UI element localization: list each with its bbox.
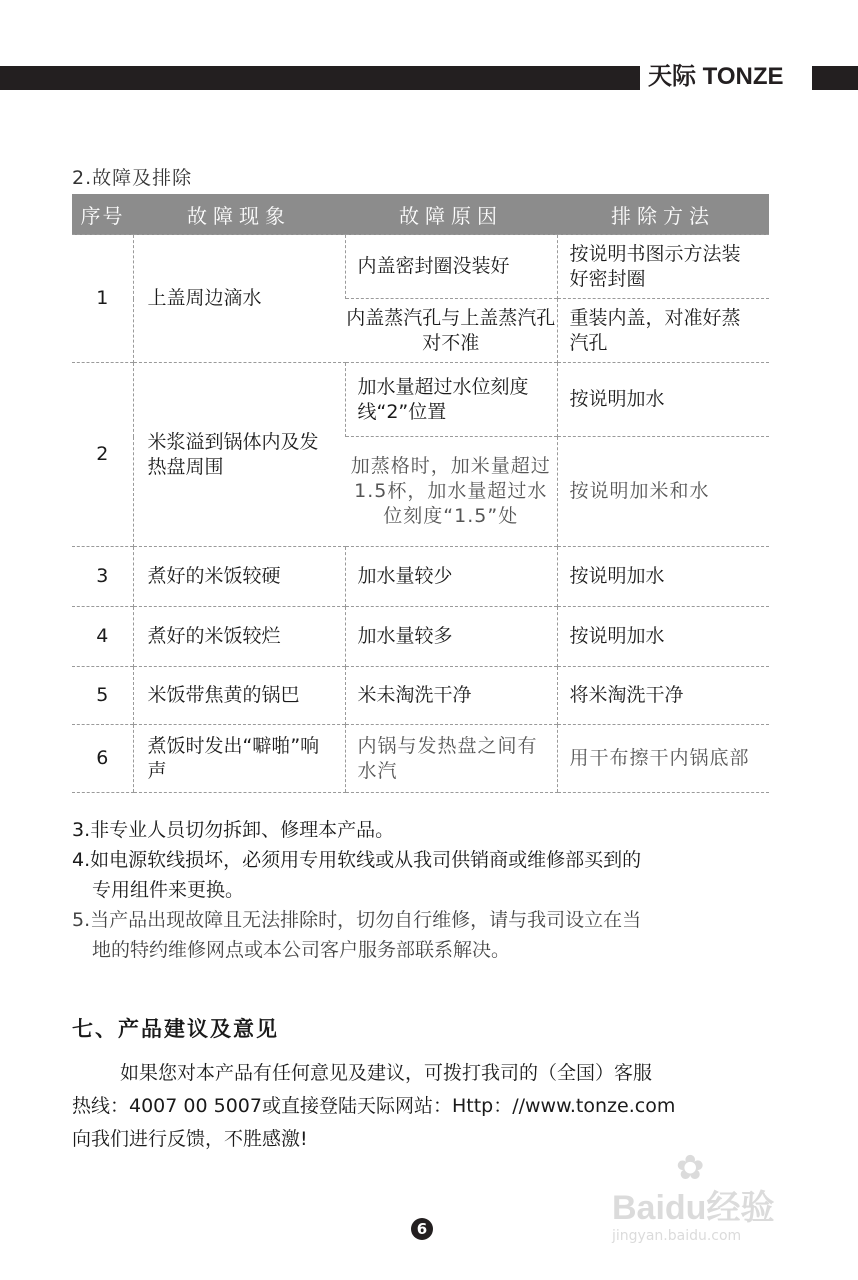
symptom-cell: 煮好的米饭较硬 <box>133 547 345 607</box>
feedback-paragraph <box>72 1057 774 1156</box>
table-header-row <box>72 194 769 235</box>
section-label: 2.故障及排除 <box>72 167 193 189</box>
watermark-url: jingyan.baidu.com <box>612 1228 742 1244</box>
section-title: 七、产品建议及意见 <box>72 1017 279 1041</box>
note-5: 5.当产品出现故障且无法排除时，切勿自行维修，请与我司设立在当 <box>72 909 642 931</box>
watermark-text: Baidu经验 <box>612 1189 775 1227</box>
brand-logo: 天际 TONZE <box>648 63 784 90</box>
cause-cell: 加水量较多 <box>345 607 557 667</box>
cause-cell: 内盖密封圈没装好 <box>345 235 557 299</box>
cause-cell: 米未淘洗干净 <box>345 667 557 725</box>
symptom-cell: 米饭带焦黄的锅巴 <box>133 667 345 725</box>
cause-cell: 内锅与发热盘之间有水汽 <box>345 725 557 793</box>
table-row <box>72 363 769 437</box>
note-4: 4.如电源软线损坏，必须用专用软线或从我司供销商或维修部买到的 <box>72 849 642 871</box>
watermark <box>612 1148 812 1248</box>
solution-cell: 用干布擦干内锅底部 <box>557 725 769 793</box>
paw-icon: ✿ <box>676 1148 705 1188</box>
row-number: 3 <box>72 547 133 607</box>
solution-cell: 将米淘洗干净 <box>557 667 769 725</box>
symptom-cell: 煮好的米饭较烂 <box>133 607 345 667</box>
table-row <box>72 547 769 607</box>
row-number: 5 <box>72 667 133 725</box>
table-row <box>72 607 769 667</box>
header-cause: 故障原因 <box>345 194 557 235</box>
table-row <box>72 667 769 725</box>
header-symptom: 故障现象 <box>133 194 345 235</box>
note-3: 3.非专业人员切勿拆卸、修理本产品。 <box>72 819 395 841</box>
cause-cell: 加水量较少 <box>345 547 557 607</box>
note-4-cont: 专用组件来更换。 <box>92 879 245 901</box>
troubleshooting-table <box>72 194 769 793</box>
row-number: 6 <box>72 725 133 793</box>
row-number: 4 <box>72 607 133 667</box>
solution-cell: 按说明加米和水 <box>557 437 769 547</box>
header-bar-end <box>812 66 858 90</box>
header-bar <box>0 66 640 90</box>
cause-cell: 加水量超过水位刻度线“2”位置 <box>345 363 557 437</box>
paragraph-line: 热线：4007 00 5007或直接登陆天际网站：Http：//www.tonze.com <box>72 1095 676 1117</box>
page-number: 6 <box>411 1218 433 1240</box>
symptom-cell: 上盖周边滴水 <box>133 235 345 363</box>
paragraph-line: 如果您对本产品有任何意见及建议，可拨打我司的（全国）客服 <box>120 1062 653 1084</box>
row-number: 2 <box>72 363 133 547</box>
cause-cell: 加蒸格时，加米量超过1.5杯，加水量超过水位刻度“1.5”处 <box>345 437 557 547</box>
solution-cell: 按说明书图示方法装好密封圈 <box>557 235 769 299</box>
symptom-cell: 米浆溢到锅体内及发热盘周围 <box>133 363 345 547</box>
solution-cell: 按说明加水 <box>557 547 769 607</box>
table-row <box>72 235 769 299</box>
solution-cell: 按说明加水 <box>557 363 769 437</box>
table-row <box>72 725 769 793</box>
paragraph-line: 向我们进行反馈，不胜感激! <box>72 1128 308 1150</box>
symptom-cell: 煮饭时发出“噼啪”响声 <box>133 725 345 793</box>
header-solution: 排除方法 <box>557 194 769 235</box>
row-number: 1 <box>72 235 133 363</box>
note-5-cont: 地的特约维修网点或本公司客户服务部联系解决。 <box>92 939 511 961</box>
header-no: 序号 <box>72 194 133 235</box>
notes <box>72 815 772 965</box>
solution-cell: 按说明加水 <box>557 607 769 667</box>
solution-cell: 重装内盖，对准好蒸汽孔 <box>557 299 769 363</box>
cause-cell: 内盖蒸汽孔与上盖蒸汽孔对不准 <box>345 299 557 363</box>
